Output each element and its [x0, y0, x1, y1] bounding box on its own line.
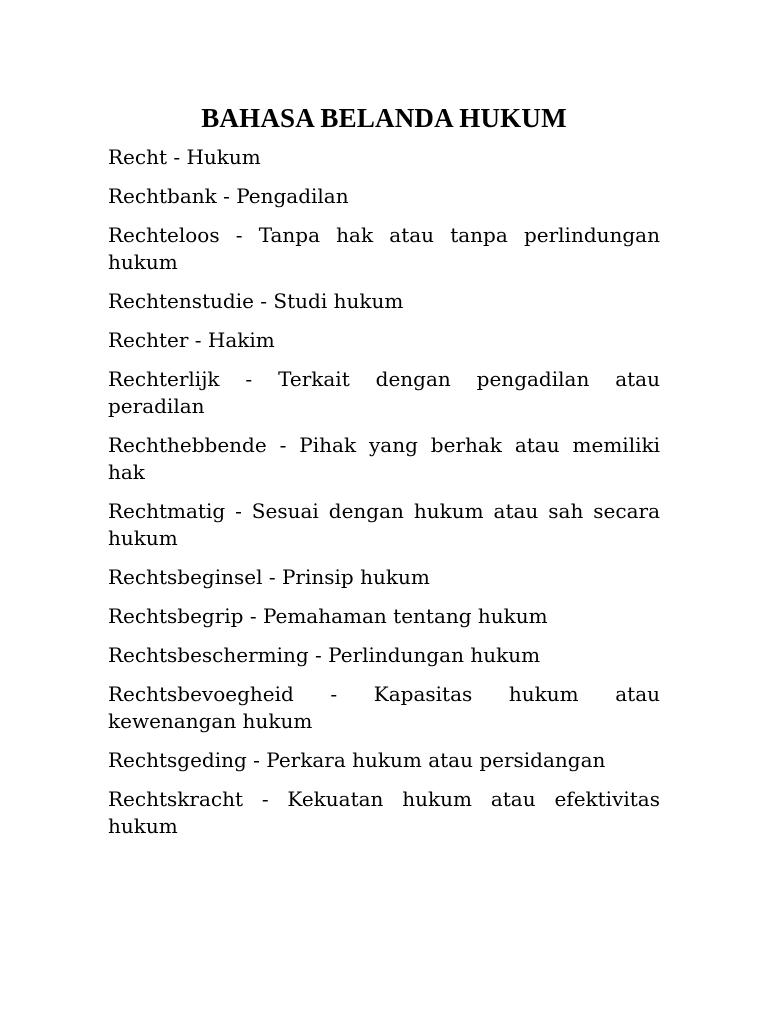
glossary-entry: Rechtenstudie - Studi hukum — [108, 289, 404, 313]
glossary-entry: Rechtbank - Pengadilan — [108, 184, 349, 208]
document-page — [108, 100, 660, 852]
glossary-entry: Rechtsbevoegheid - Kapasitas hukum atau kewenangan hukum — [108, 682, 660, 733]
glossary-entry: Rechtsbeginsel - Prinsip hukum — [108, 565, 430, 589]
glossary-entry: Rechter - Hakim — [108, 328, 275, 352]
glossary-entry: Rechteloos - Tanpa hak atau tanpa perlindungan hukum — [108, 223, 660, 274]
glossary-entry: Rechtsbescherming - Perlindungan hukum — [108, 643, 541, 667]
glossary-entry: Rechthebbende - Pihak yang berhak atau memiliki hak — [108, 433, 660, 484]
glossary-entry: Rechtmatig - Sesuai dengan hukum atau sah secara hukum — [108, 499, 660, 550]
glossary-entry: Recht - Hukum — [108, 145, 261, 169]
glossary-entry: Rechtsbegrip - Pemahaman tentang hukum — [108, 604, 548, 628]
glossary-entry: Rechtsgeding - Perkara hukum atau persidangan — [108, 748, 606, 772]
glossary-list — [108, 144, 660, 840]
glossary-entry: Rechtskracht - Kekuatan hukum atau efektivitas hukum — [108, 787, 660, 838]
glossary-entry: Rechterlijk - Terkait dengan pengadilan atau peradilan — [108, 367, 660, 418]
document-title: BAHASA BELANDA HUKUM — [201, 103, 567, 133]
